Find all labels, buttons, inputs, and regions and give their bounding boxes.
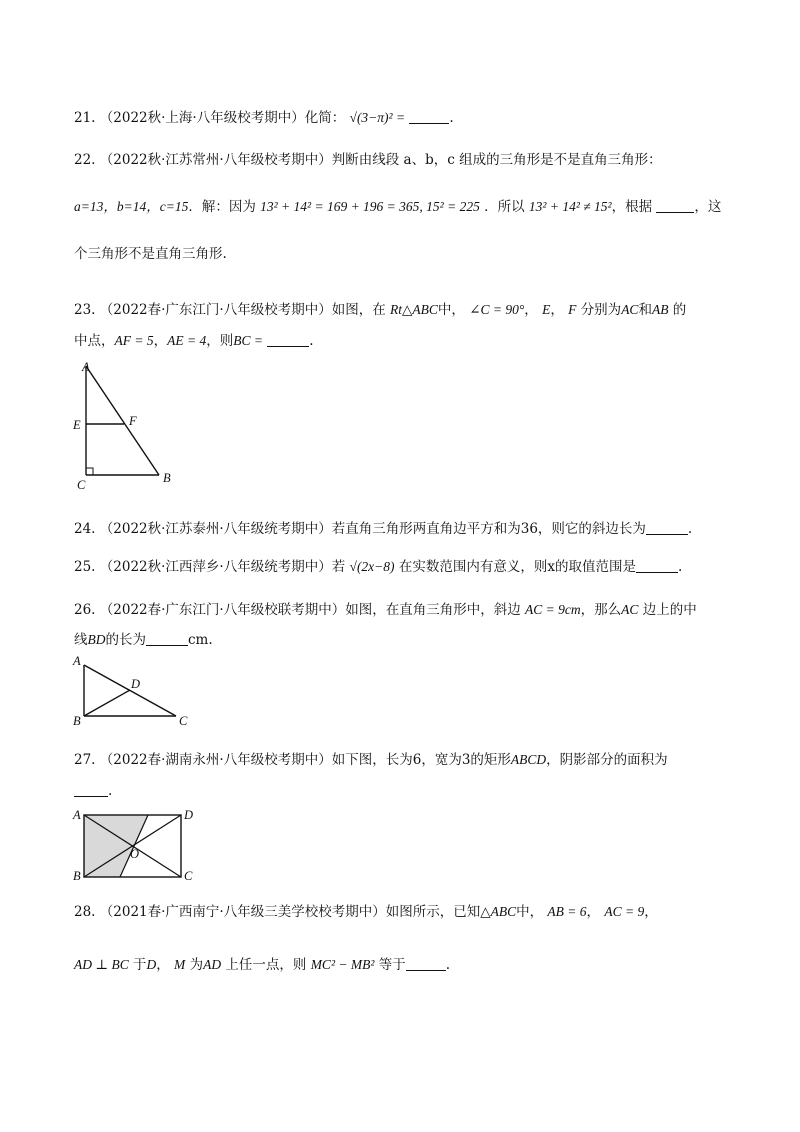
question-text: ，	[586, 904, 601, 920]
question-tail: .	[309, 333, 314, 349]
inequality: 13² + 14² ≠ 15²	[528, 199, 612, 214]
ac-value: AC = 9	[604, 904, 645, 919]
question-text: 若直角三角形两直角边平方和为36，则它的斜边长为	[331, 521, 646, 537]
question-source: （2022秋·上海·八年级校考期中）	[99, 110, 305, 126]
question-tail: .	[449, 110, 454, 126]
label-b: B	[73, 869, 81, 883]
triangle-name: Rt△ABC	[390, 302, 438, 317]
question-23-line-2	[74, 331, 314, 351]
segment-bd: BD	[87, 632, 106, 647]
figure-q26-triangle	[72, 654, 202, 729]
question-text: ，	[156, 957, 170, 973]
label-c: C	[179, 714, 188, 728]
question-source: （2022春·广东江门·八年级校联考期中）	[99, 602, 346, 618]
label-a: A	[73, 654, 81, 668]
question-text: ，则	[206, 333, 234, 349]
ac-length: AC = 9cm	[525, 602, 581, 617]
question-text: 中，	[437, 302, 465, 318]
segment-ab: AB	[651, 302, 669, 317]
question-text: 个三角形不是直角三角形.	[74, 246, 227, 262]
question-source: （2021春·广西南宁·八年级三美学校校考期中）	[99, 904, 386, 920]
figure-q27-rectangle	[72, 806, 202, 881]
text-genju: ，根据	[611, 199, 653, 215]
question-28	[74, 902, 658, 922]
ae-value: AE = 4	[167, 333, 207, 348]
question-text: 边上的中	[642, 602, 697, 618]
bc-expression: BC =	[233, 333, 263, 348]
af-value: AF = 5	[114, 333, 154, 348]
question-25	[74, 557, 682, 577]
segment-ad: AD	[203, 957, 222, 972]
question-text: 的长为	[105, 632, 146, 648]
segment-ac: AC	[621, 302, 639, 317]
angle-expression: ∠C = 90°	[469, 302, 525, 317]
question-source: （2022秋·江西萍乡·八年级统考期中）	[99, 559, 332, 575]
question-text: 为	[189, 957, 204, 973]
question-text: 化简：	[304, 110, 346, 126]
question-22-line-2	[74, 197, 721, 217]
text-suoyi: ．所以	[484, 199, 525, 215]
question-21	[74, 108, 454, 128]
question-text: 若	[331, 559, 346, 575]
question-text: 的	[672, 302, 687, 318]
question-number: 22.	[74, 152, 96, 168]
side-ab	[86, 366, 159, 475]
point-f: F	[568, 302, 577, 317]
question-text: ，阴影部分的面积为	[546, 752, 668, 768]
question-text: 判断由线段 a、b，c 组成的三角形是不是直角三角形：	[331, 152, 662, 168]
perpendicular-expression: AD ⊥ BC	[74, 957, 129, 972]
question-text: 于	[133, 957, 147, 973]
question-22	[74, 150, 662, 170]
question-number: 25.	[74, 559, 96, 575]
question-26	[74, 600, 697, 620]
label-f: F	[129, 414, 137, 428]
answer-blank	[406, 956, 446, 971]
label-b: B	[73, 714, 81, 728]
question-number: 21.	[74, 110, 96, 126]
triangle-name: △ABC	[480, 904, 517, 919]
question-source: （2022秋·江苏常州·八年级校考期中）	[99, 152, 332, 168]
median-bd	[84, 690, 130, 716]
question-27	[74, 750, 668, 770]
label-c: C	[77, 478, 86, 492]
unit-cm: cm.	[188, 632, 213, 648]
answer-blank	[267, 332, 309, 347]
question-26-line-2	[74, 630, 213, 650]
question-text: 如图，在	[331, 302, 386, 318]
sqrt-expression: √(3−π)² =	[349, 110, 406, 125]
label-d: D	[184, 808, 194, 822]
ab-value: AB = 6	[547, 904, 587, 919]
question-24	[74, 519, 692, 539]
question-text: ，	[644, 904, 658, 920]
question-tail: .	[677, 559, 683, 575]
point-m: M	[174, 957, 186, 972]
question-source: （2022春·湖南永州·八年级校考期中）	[99, 752, 332, 768]
question-text: 在实数范围内有意义，则x的取值范围是	[398, 559, 636, 575]
label-a: A	[82, 360, 90, 374]
answer-blank	[146, 631, 188, 646]
question-source: （2022春·广东江门·八年级校考期中）	[99, 302, 332, 318]
sqrt-expression: √(2x−8)	[349, 559, 395, 574]
question-number: 28.	[74, 904, 96, 920]
label-o: O	[130, 847, 140, 861]
question-number: 24.	[74, 521, 96, 537]
question-number: 23.	[74, 302, 96, 318]
side-values: a=13，b=14，c=15	[74, 199, 189, 214]
rectangle-name: ABCD	[510, 752, 547, 767]
question-number: 27.	[74, 752, 96, 768]
question-22-line-3	[74, 244, 227, 264]
question-text: 等于	[378, 957, 406, 973]
question-text: 如下图，长为6，宽为3的矩形	[331, 752, 511, 768]
answer-blank	[656, 198, 694, 213]
segment-ac: AC	[621, 602, 639, 617]
question-tail: .	[445, 957, 450, 973]
question-23	[74, 300, 686, 320]
question-text: 如图所示，已知	[385, 904, 481, 920]
answer-blank	[409, 109, 449, 124]
label-b: B	[163, 471, 171, 485]
right-angle-mark	[86, 468, 93, 475]
question-text: 如图，在直角三角形中，斜边	[345, 602, 521, 618]
question-28-line-2	[74, 955, 450, 975]
label-e: E	[73, 418, 81, 432]
question-tail: .	[108, 783, 113, 799]
question-text: ，那么	[580, 602, 622, 618]
point-e: E	[542, 302, 551, 317]
question-text: 分别为	[580, 302, 622, 318]
answer-blank	[636, 558, 678, 573]
answer-blank	[646, 520, 688, 535]
point-d: D	[146, 957, 157, 972]
expression: MC² − MB²	[310, 957, 375, 972]
question-text: 和	[638, 302, 652, 318]
calculation: 13² + 14² = 169 + 196 = 365, 15² = 225	[260, 199, 480, 214]
question-27-line-2	[74, 781, 112, 801]
question-text: 中，	[516, 904, 544, 920]
label-c: C	[184, 869, 193, 883]
question-text: ，	[550, 302, 564, 318]
label-d: D	[131, 677, 141, 691]
question-text: 中点，	[74, 333, 115, 349]
question-source: （2022秋·江苏泰州·八年级统考期中）	[99, 521, 332, 537]
answer-blank	[74, 782, 108, 797]
text-jie: ．解：因为	[188, 199, 256, 215]
question-tail: .	[687, 521, 693, 537]
question-text: ，	[153, 333, 168, 349]
figure-q23-right-triangle	[72, 360, 192, 495]
question-text: ，	[524, 302, 538, 318]
label-a: A	[73, 808, 81, 822]
text-zhe: ，这	[694, 199, 722, 215]
question-number: 26.	[74, 602, 96, 618]
question-text: 上任一点，则	[225, 957, 307, 973]
question-text: 线	[74, 632, 88, 648]
